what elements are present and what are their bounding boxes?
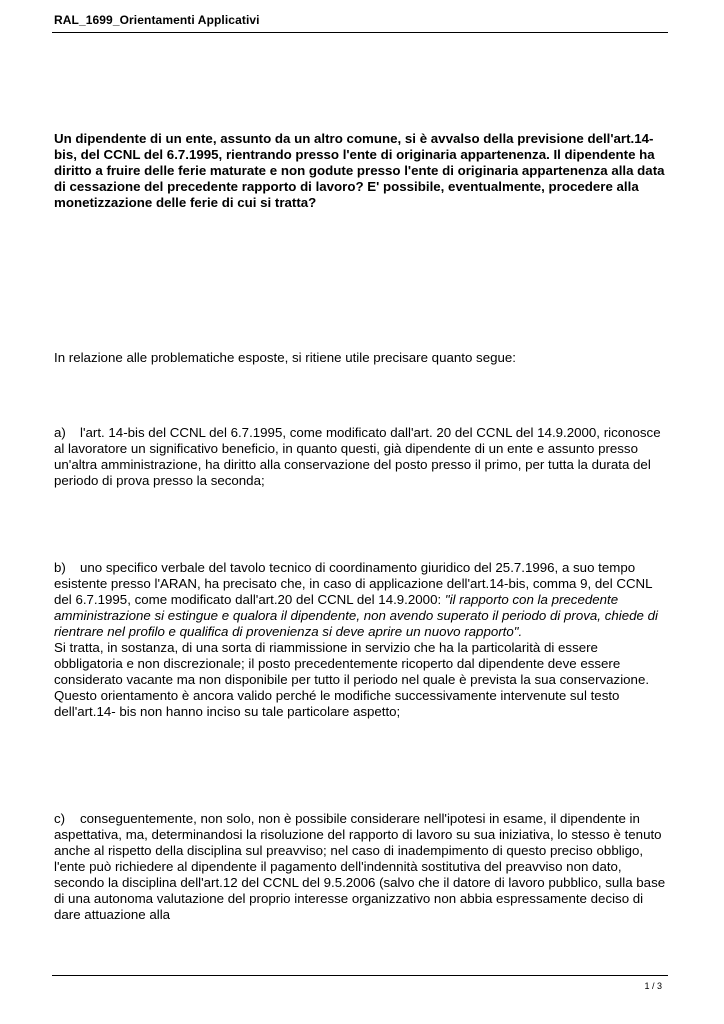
page-number: 1 / 3: [644, 981, 662, 991]
paragraph-b-text: uno specifico verbale del tavolo tecnico di coordinamento giuridico del 25.7.1996, a suo tempo esistente presso l'ARAN, ha precisato che, in caso di applicazione dell'art.14-bis, comma 9, del CCNL del 6.7.1995, come modificato dall'art.20 del CCNL del 14.9.2000:: [54, 560, 653, 607]
paragraph-c-label: c): [54, 811, 66, 826]
page-header: [52, 6, 668, 33]
paragraph-c: [54, 811, 670, 923]
paragraph-b-continuation: Si tratta, in sostanza, di una sorta di riammissione in servizio che ha la particolarità di essere obbligatoria e non discrezionale; il posto precedentemente ricoperto dal dipendente deve essere considerato vacante ma non disponibile per tutto il periodo nel quale è prevista la sua conservazione. Questo orientamento è ancora valido perché le modifiche successivamente intervenute sul testo dell'art.14- bis non hanno inciso su tale particolare aspetto;: [54, 640, 650, 719]
paragraph-b-label: b): [54, 560, 66, 575]
paragraph-b: [54, 560, 670, 720]
paragraph-b-quote: "il rapporto con la precedente amministrazione si estingue e qualora il dipendente, non avendo superato il periodo di prova, chiede di rientrare nel profilo e qualifica di provenienza si deve aprire un nuovo rapporto".: [54, 592, 658, 639]
question-text: Un dipendente di un ente, assunto da un altro comune, si è avvalso della previsione dell'art.14-bis, del CCNL del 6.7.1995, rientrando presso l'ente di originaria appartenenza. Il dipendente ha diritto a fruire delle ferie maturate e non godute presso l'ente di originaria appartenenza alla data di cessazione del precedente rapporto di lavoro? E' possibile, eventualmente, procedere alla monetizzazione delle ferie di cui si tratta?: [54, 131, 665, 210]
paragraph-a: [54, 425, 670, 489]
paragraph-a-label: a): [54, 425, 66, 440]
intro-text: In relazione alle problematiche esposte, si ritiene utile precisare quanto segue:: [54, 350, 516, 365]
page-footer: [52, 975, 668, 996]
paragraph-c-text: conseguentemente, non solo, non è possibile considerare nell'ipotesi in esame, il dipendente in aspettativa, ma, determinandosi la risoluzione del rapporto di lavoro su sua iniziativa, lo stesso è tenuto anche al rispetto della disciplina sul preavviso; nel caso di inadempimento di questo preciso obbligo, l'ente può richiedere al dipendente il pagamento dell'indennità sostitutiva del preavviso non dato, secondo la disciplina dell'art.12 del CCNL del 9.5.2006 (salvo che il datore di lavoro pubblico, sulla base di una autonoma valutazione del proprio interesse organizzativo non abbia espressamente deciso di dare attuazione alla: [54, 811, 666, 922]
document-title: RAL_1699_Orientamenti Applicativi: [54, 13, 260, 27]
paragraph-a-text: l'art. 14-bis del CCNL del 6.7.1995, come modificato dall'art. 20 del CCNL del 14.9.2000, riconosce al lavoratore un significativo beneficio, in quanto questi, già dipendente di un ente e assunto presso un'altra amministrazione, ha diritto alla conservazione del posto presso il primo, per tutta la durata del periodo di prova presso la seconda;: [54, 425, 661, 488]
